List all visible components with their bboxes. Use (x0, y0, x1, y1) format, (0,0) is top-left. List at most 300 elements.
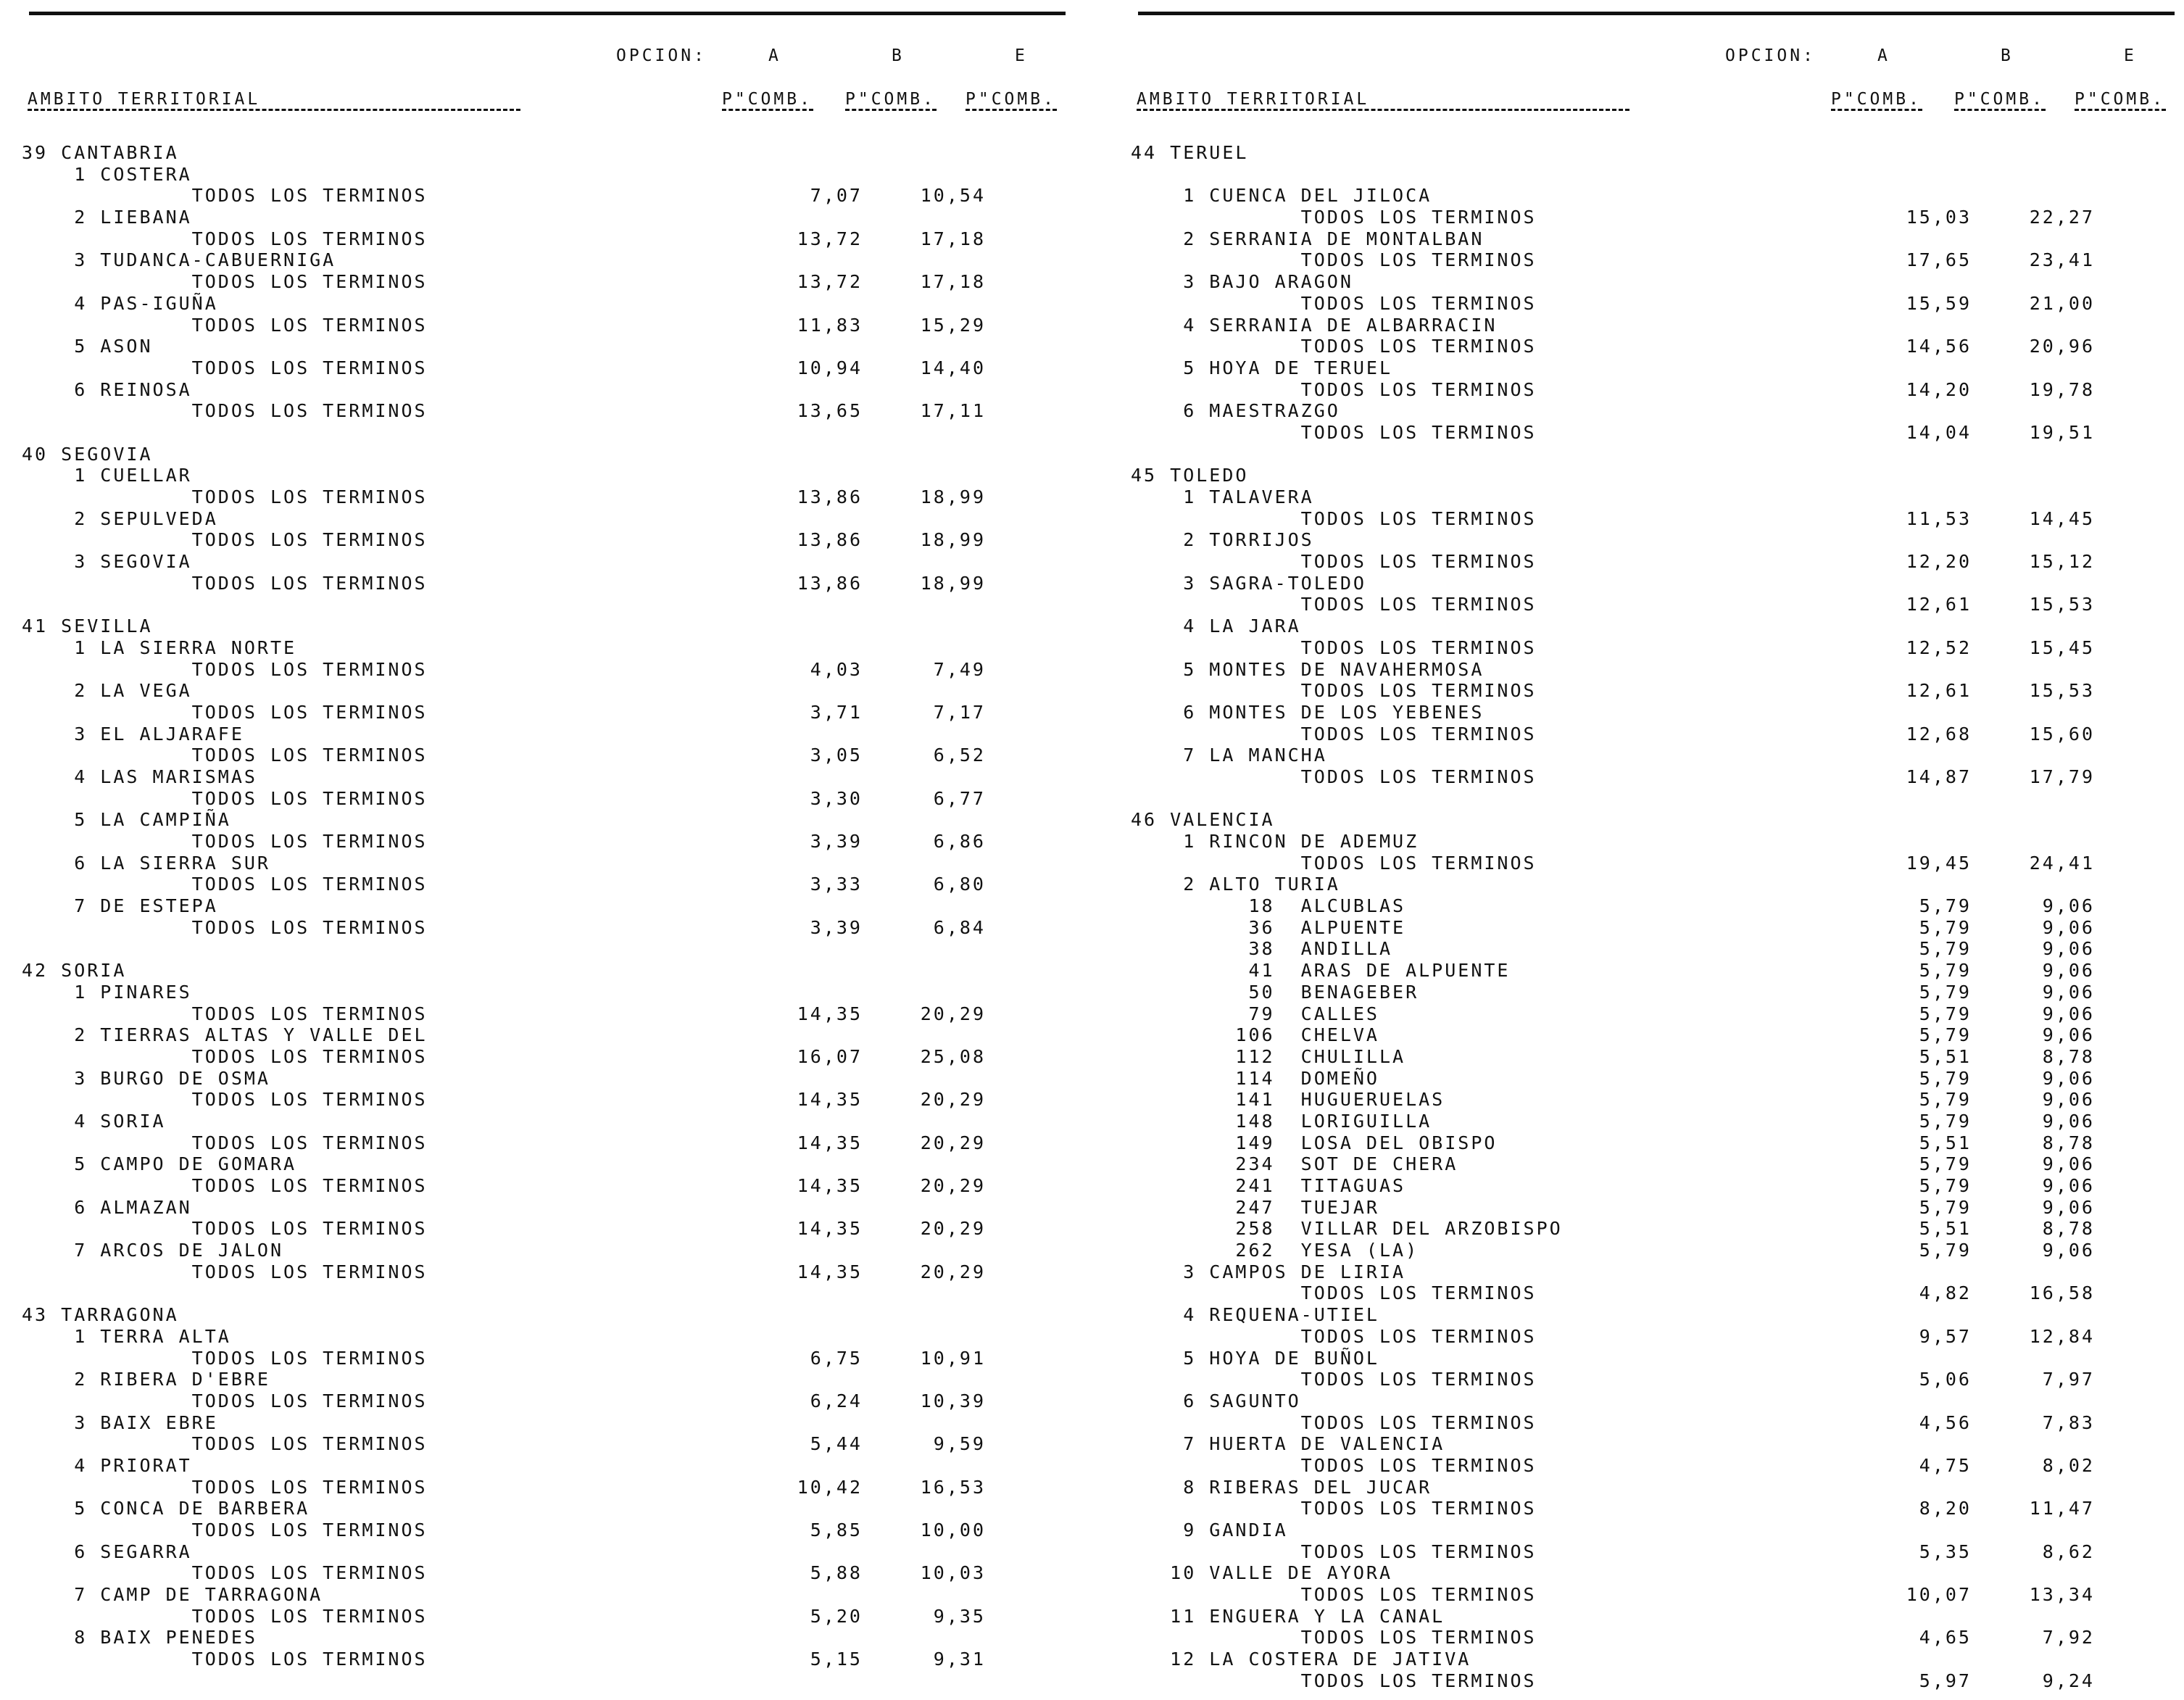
table-row (1131, 379, 2184, 401)
row-label: TODOS LOS TERMINOS (22, 1003, 428, 1024)
row-label: TODOS LOS TERMINOS (22, 1132, 428, 1153)
value-a: 4,65 (1919, 1627, 1972, 1649)
row-label: 3 BAJO ARAGON (1131, 271, 1353, 293)
value-a: 14,35 (797, 1003, 863, 1024)
table-row (1131, 444, 2184, 465)
table-row (1131, 1541, 2184, 1563)
table-row (1131, 831, 2184, 853)
value-b: 10,00 (920, 1519, 986, 1541)
table-row (22, 551, 1080, 573)
table-row (1131, 659, 2184, 681)
value-a: 5,79 (1919, 960, 1972, 982)
row-label: TODOS LOS TERMINOS (22, 185, 428, 207)
row-label: 6 MONTES DE LOS YEBENES (1131, 701, 1485, 723)
row-label: TODOS LOS TERMINOS (22, 658, 428, 680)
row-label: 40 SEGOVIA (22, 443, 153, 465)
opcion-label: OPCION: (1725, 46, 1816, 65)
value-b: 12,84 (2029, 1325, 2095, 1347)
row-label: TODOS LOS TERMINOS (22, 831, 428, 852)
row-label: TODOS LOS TERMINOS (22, 1347, 428, 1369)
table-row (1131, 529, 2184, 551)
row-label: TODOS LOS TERMINOS (22, 701, 428, 723)
row-label: 1 CUENCA DEL JILOCA (1131, 185, 1432, 207)
row-label: 141 HUGUERUELAS (1131, 1089, 1445, 1111)
value-a: 14,56 (1906, 336, 1972, 357)
table-row (22, 1282, 1080, 1304)
row-label: 1 COSTERA (22, 163, 192, 185)
table-row (1131, 745, 2184, 766)
table-row (22, 1541, 1080, 1563)
value-a: 3,30 (810, 787, 863, 809)
value-a: 5,20 (810, 1605, 863, 1627)
pcomb-a: P"COMB. (1831, 90, 1922, 109)
table-row (1131, 1153, 2184, 1175)
pcomb-a-underline (1831, 109, 1922, 111)
table-row (1131, 853, 2184, 874)
table-row (1131, 788, 2184, 810)
row-label: TODOS LOS TERMINOS (22, 228, 428, 249)
row-label: TODOS LOS TERMINOS (22, 1089, 428, 1111)
row-label: 2 RIBERA D'EBRE (22, 1369, 270, 1390)
value-a: 4,75 (1919, 1454, 1972, 1476)
row-label: 5 CONCA DE BARBERA (22, 1498, 310, 1519)
row-label: TODOS LOS TERMINOS (1131, 1627, 1537, 1649)
value-a: 5,79 (1919, 1067, 1972, 1089)
pcomb-e: P"COMB. (966, 90, 1056, 109)
value-a: 5,79 (1919, 1240, 1972, 1261)
table-row (22, 357, 1080, 379)
pcomb-b: P"COMB. (845, 90, 936, 109)
value-a: 3,39 (810, 916, 863, 938)
value-b: 20,29 (920, 1089, 986, 1111)
table-row (22, 336, 1080, 357)
table-row (22, 594, 1080, 615)
row-label: 2 TIERRAS ALTAS Y VALLE DEL (22, 1024, 428, 1046)
row-label: 247 TUEJAR (1131, 1196, 1379, 1218)
table-row (22, 1089, 1080, 1111)
row-label: TODOS LOS TERMINOS (1131, 1454, 1537, 1476)
row-label: 5 LA CAMPIÑA (22, 809, 231, 831)
row-label: 106 CHELVA (1131, 1024, 1379, 1046)
table-row (22, 853, 1080, 874)
table-row (1131, 293, 2184, 315)
value-a: 10,94 (797, 357, 863, 378)
value-b: 9,06 (2042, 1153, 2095, 1175)
table-row (1131, 594, 2184, 615)
row-label: TODOS LOS TERMINOS (1131, 336, 1537, 357)
row-label: 4 SORIA (22, 1110, 166, 1132)
table-row (1131, 1326, 2184, 1348)
value-b: 7,83 (2042, 1411, 2095, 1433)
opcion-label: OPCION: (616, 46, 707, 65)
value-b: 15,12 (2029, 551, 2095, 573)
row-label: 18 ALCUBLAS (1131, 895, 1406, 917)
table-row (22, 938, 1080, 960)
value-a: 13,86 (797, 486, 863, 507)
table-row (22, 1519, 1080, 1541)
value-a: 5,79 (1919, 1024, 1972, 1046)
value-a: 12,61 (1906, 680, 1972, 702)
table-row (1131, 938, 2184, 960)
row-label: TODOS LOS TERMINOS (1131, 1325, 1537, 1347)
table-row (1131, 422, 2184, 444)
table-row (22, 1433, 1080, 1455)
value-b: 20,29 (920, 1261, 986, 1282)
table-row (1131, 1412, 2184, 1434)
table-row (1131, 1240, 2184, 1261)
row-label: TODOS LOS TERMINOS (22, 314, 428, 336)
row-label: TODOS LOS TERMINOS (22, 916, 428, 938)
value-a: 5,88 (810, 1562, 863, 1584)
table-row (1131, 1670, 2184, 1692)
table-row (22, 486, 1080, 508)
col-b-header: B (892, 46, 905, 65)
table-row (22, 1132, 1080, 1154)
table-row (22, 249, 1080, 271)
value-b: 8,78 (2042, 1045, 2095, 1067)
ambito-label: AMBITO TERRITORIAL (28, 90, 261, 109)
row-label: 11 ENGUERA Y LA CANAL (1131, 1605, 1445, 1627)
row-label: 8 RIBERAS DEL JUCAR (1131, 1476, 1432, 1498)
value-b: 10,91 (920, 1347, 986, 1369)
table-row (1131, 465, 2184, 486)
value-a: 14,04 (1906, 421, 1972, 443)
row-label: TODOS LOS TERMINOS (22, 787, 428, 809)
value-a: 10,42 (797, 1476, 863, 1498)
value-b: 10,39 (920, 1390, 986, 1411)
col-b-header: B (2001, 46, 2014, 65)
table-row (1131, 960, 2184, 982)
value-b: 23,41 (2029, 249, 2095, 271)
row-label: 1 CUELLAR (22, 465, 192, 486)
row-label: 9 GANDIA (1131, 1519, 1288, 1541)
table-row (1131, 1519, 2184, 1541)
row-label: TODOS LOS TERMINOS (1131, 852, 1537, 874)
table-row (1131, 1197, 2184, 1219)
table-row (22, 745, 1080, 766)
table-row (1131, 702, 2184, 723)
value-a: 4,03 (810, 658, 863, 680)
value-b: 7,97 (2042, 1369, 2095, 1390)
value-a: 5,51 (1919, 1218, 1972, 1240)
value-b: 9,24 (2042, 1670, 2095, 1691)
table-row (22, 809, 1080, 831)
value-a: 10,07 (1906, 1584, 1972, 1606)
table-row (22, 659, 1080, 681)
table-row (1131, 228, 2184, 250)
table-row (1131, 917, 2184, 939)
col-a-header: A (768, 46, 781, 65)
value-b: 15,29 (920, 314, 986, 336)
row-label: 6 SEGARRA (22, 1541, 192, 1562)
row-label: TODOS LOS TERMINOS (22, 1045, 428, 1067)
value-a: 12,61 (1906, 594, 1972, 615)
row-label: TODOS LOS TERMINOS (22, 572, 428, 594)
table-row (1131, 1369, 2184, 1390)
value-a: 14,35 (797, 1175, 863, 1196)
value-b: 8,02 (2042, 1454, 2095, 1476)
value-a: 3,05 (810, 745, 863, 766)
table-row (22, 1175, 1080, 1197)
value-b: 20,29 (920, 1218, 986, 1240)
table-row (1131, 551, 2184, 573)
row-label: 241 TITAGUAS (1131, 1175, 1406, 1196)
row-label: TODOS LOS TERMINOS (1131, 551, 1537, 573)
table-row (22, 465, 1080, 486)
value-a: 7,07 (810, 185, 863, 207)
table-row (22, 1606, 1080, 1628)
table-row (1131, 809, 2184, 831)
value-a: 14,87 (1906, 766, 1972, 787)
row-label: 5 HOYA DE BUÑOL (1131, 1347, 1379, 1369)
table-row (22, 142, 1080, 164)
table-row (1131, 486, 2184, 508)
value-b: 16,58 (2029, 1282, 2095, 1304)
table-row (1131, 637, 2184, 659)
row-label: 114 DOMEÑO (1131, 1067, 1379, 1089)
row-label: 5 MONTES DE NAVAHERMOSA (1131, 658, 1485, 680)
value-a: 11,83 (797, 314, 863, 336)
row-label: 50 BENAGEBER (1131, 981, 1419, 1003)
row-label: 258 VILLAR DEL ARZOBISPO (1131, 1218, 1563, 1240)
table-row (22, 508, 1080, 530)
row-label: 43 TARRAGONA (22, 1304, 179, 1326)
value-b: 22,27 (2029, 207, 2095, 228)
table-row (22, 960, 1080, 982)
row-label: 1 TERRA ALTA (22, 1325, 231, 1347)
value-a: 5,79 (1919, 895, 1972, 917)
table-row (1131, 1433, 2184, 1455)
pcomb-b-underline (1954, 109, 2046, 111)
value-a: 5,97 (1919, 1670, 1972, 1691)
value-b: 9,35 (933, 1605, 986, 1627)
row-label: 41 SEVILLA (22, 615, 153, 637)
value-b: 20,96 (2029, 336, 2095, 357)
row-label: 5 ASON (22, 336, 153, 357)
table-row (22, 422, 1080, 444)
row-label: 148 LORIGUILLA (1131, 1110, 1432, 1132)
table-row (22, 1218, 1080, 1240)
value-b: 13,34 (2029, 1584, 2095, 1606)
value-a: 5,85 (810, 1519, 863, 1541)
table-row (1131, 982, 2184, 1003)
value-a: 13,65 (797, 400, 863, 422)
value-b: 9,06 (2042, 938, 2095, 960)
value-a: 14,35 (797, 1261, 863, 1282)
row-label: 2 SERRANIA DE MONTALBAN (1131, 228, 1485, 249)
value-b: 19,51 (2029, 421, 2095, 443)
pcomb-e-underline (2075, 109, 2166, 111)
table-row (22, 1649, 1080, 1670)
row-label: TODOS LOS TERMINOS (22, 400, 428, 422)
row-label: 6 MAESTRAZGO (1131, 400, 1340, 422)
row-label: 1 TALAVERA (1131, 486, 1314, 507)
table-row (22, 1455, 1080, 1477)
row-label: 6 REINOSA (22, 378, 192, 400)
value-b: 17,18 (920, 271, 986, 293)
row-label: 4 LA JARA (1131, 615, 1301, 637)
row-label: 3 SEGOVIA (22, 551, 192, 573)
row-label: TODOS LOS TERMINOS (22, 874, 428, 895)
table-row (1131, 723, 2184, 745)
table-row (22, 1240, 1080, 1261)
row-label: TODOS LOS TERMINOS (1131, 1369, 1537, 1390)
value-b: 16,53 (920, 1476, 986, 1498)
row-label: 4 SERRANIA DE ALBARRACIN (1131, 314, 1498, 336)
row-label: TODOS LOS TERMINOS (1131, 1541, 1537, 1562)
row-label: 3 BURGO DE OSMA (22, 1067, 270, 1089)
table-row (22, 1111, 1080, 1132)
value-b: 9,06 (2042, 1175, 2095, 1196)
value-a: 5,79 (1919, 1089, 1972, 1111)
value-a: 11,53 (1906, 507, 1972, 529)
row-label: TODOS LOS TERMINOS (1131, 594, 1537, 615)
table-row (22, 637, 1080, 659)
value-b: 9,31 (933, 1649, 986, 1670)
row-label: 12 LA COSTERA DE JATIVA (1131, 1649, 1471, 1670)
pcomb-a: P"COMB. (722, 90, 813, 109)
row-label: 2 ALTO TURIA (1131, 874, 1340, 895)
table-row (22, 680, 1080, 702)
value-b: 24,41 (2029, 852, 2095, 874)
value-a: 3,39 (810, 831, 863, 852)
row-label: TODOS LOS TERMINOS (22, 271, 428, 293)
row-label: 262 YESA (LA) (1131, 1240, 1419, 1261)
value-b: 8,78 (2042, 1132, 2095, 1153)
value-b: 18,99 (920, 486, 986, 507)
table-row (22, 164, 1080, 186)
value-b: 7,92 (2042, 1627, 2095, 1649)
value-a: 5,79 (1919, 1196, 1972, 1218)
value-b: 17,11 (920, 400, 986, 422)
table-row (22, 228, 1080, 250)
table-row (22, 1003, 1080, 1025)
value-b: 25,08 (920, 1045, 986, 1067)
table-row (22, 766, 1080, 788)
table-row (22, 315, 1080, 336)
table-row (22, 702, 1080, 723)
row-label: TODOS LOS TERMINOS (22, 486, 428, 507)
table-row (1131, 1304, 2184, 1326)
row-label: 4 REQUENA-UTIEL (1131, 1304, 1379, 1326)
value-b: 20,29 (920, 1132, 986, 1153)
table-row (22, 1498, 1080, 1519)
table-row (1131, 1498, 2184, 1519)
row-label: 3 SAGRA-TOLEDO (1131, 572, 1366, 594)
row-label: TODOS LOS TERMINOS (22, 1562, 428, 1584)
row-label: TODOS LOS TERMINOS (22, 1433, 428, 1455)
row-label: TODOS LOS TERMINOS (22, 1649, 428, 1670)
col-a-header: A (1877, 46, 1890, 65)
table-row (1131, 874, 2184, 895)
row-label: 7 ARCOS DE JALON (22, 1240, 284, 1261)
value-a: 14,35 (797, 1089, 863, 1111)
col-e-header: E (2124, 46, 2137, 65)
value-b: 9,06 (2042, 1089, 2095, 1111)
row-label: 1 LA SIERRA NORTE (22, 637, 297, 658)
table-row (1131, 249, 2184, 271)
value-a: 5,51 (1919, 1132, 1972, 1153)
row-label: TODOS LOS TERMINOS (1131, 1670, 1537, 1691)
table-row (1131, 1562, 2184, 1584)
row-label: 8 BAIX PENEDES (22, 1627, 257, 1649)
table-row (22, 874, 1080, 895)
row-label: TODOS LOS TERMINOS (1131, 766, 1537, 787)
value-b: 17,79 (2029, 766, 2095, 787)
table-row (1131, 1390, 2184, 1412)
row-label: 6 ALMAZAN (22, 1196, 192, 1218)
row-label: 46 VALENCIA (1131, 809, 1275, 831)
table-row (22, 1153, 1080, 1175)
row-label: TODOS LOS TERMINOS (1131, 680, 1537, 702)
row-label: 149 LOSA DEL OBISPO (1131, 1132, 1498, 1153)
table-row (1131, 1132, 2184, 1154)
value-a: 9,57 (1919, 1325, 1972, 1347)
value-b: 9,06 (2042, 1024, 2095, 1046)
value-b: 9,06 (2042, 1067, 2095, 1089)
table-row (22, 400, 1080, 422)
row-label: 3 CAMPOS DE LIRIA (1131, 1261, 1406, 1282)
value-b: 8,62 (2042, 1541, 2095, 1562)
row-label: TODOS LOS TERMINOS (22, 1218, 428, 1240)
left-column (22, 0, 1080, 1700)
value-a: 5,44 (810, 1433, 863, 1455)
row-label: TODOS LOS TERMINOS (22, 357, 428, 378)
pcomb-a-underline (722, 109, 813, 111)
row-label: TODOS LOS TERMINOS (1131, 1282, 1537, 1304)
table-row (1131, 680, 2184, 702)
value-a: 5,79 (1919, 1175, 1972, 1196)
row-label: 45 TOLEDO (1131, 465, 1249, 486)
value-b: 17,18 (920, 228, 986, 249)
value-b: 7,17 (933, 701, 986, 723)
row-label: 10 VALLE DE AYORA (1131, 1562, 1393, 1584)
table-row (22, 1369, 1080, 1390)
value-b: 6,84 (933, 916, 986, 938)
value-b: 10,03 (920, 1562, 986, 1584)
value-a: 14,35 (797, 1218, 863, 1240)
table-row (1131, 1003, 2184, 1025)
value-a: 13,86 (797, 529, 863, 551)
row-label: 6 LA SIERRA SUR (22, 852, 270, 874)
value-a: 12,52 (1906, 637, 1972, 658)
table-row (1131, 1282, 2184, 1304)
row-label: 7 LA MANCHA (1131, 745, 1327, 766)
row-label: 7 CAMP DE TARRAGONA (22, 1584, 323, 1606)
table-row (22, 1068, 1080, 1090)
table-row (1131, 1218, 2184, 1240)
value-a: 3,71 (810, 701, 863, 723)
row-label: 234 SOT DE CHERA (1131, 1153, 1458, 1175)
table-row (22, 529, 1080, 551)
value-b: 6,80 (933, 874, 986, 895)
row-label: TODOS LOS TERMINOS (22, 1605, 428, 1627)
value-b: 9,06 (2042, 916, 2095, 938)
table-row (1131, 164, 2184, 186)
value-b: 15,53 (2029, 594, 2095, 615)
pcomb-e: P"COMB. (2075, 90, 2165, 109)
table-row (22, 1304, 1080, 1326)
table-row (1131, 895, 2184, 917)
value-b: 10,54 (920, 185, 986, 207)
value-b: 9,06 (2042, 1196, 2095, 1218)
table-row (22, 982, 1080, 1003)
table-row (1131, 142, 2184, 164)
table-row (22, 1412, 1080, 1434)
table-row (1131, 336, 2184, 357)
row-label: 44 TERUEL (1131, 142, 1249, 163)
value-a: 5,51 (1919, 1045, 1972, 1067)
